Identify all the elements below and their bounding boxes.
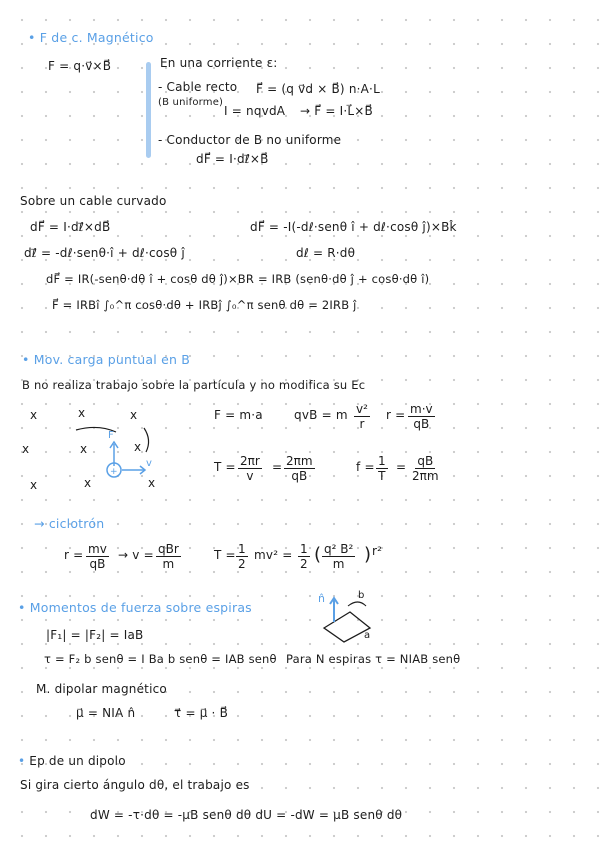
cyclotron-r-fraction: $\frac{mv}{qB}$ — [88, 542, 107, 571]
lorentz-force-formula: F = q·v⃗×B⃗ — [48, 59, 112, 73]
field-x-mark: x — [134, 440, 142, 454]
frequency-fraction-1: $\frac{1}{T}$ — [378, 454, 386, 483]
curved-eq-6: F⃗ = IRBî ∫₀^π cosθ·dθ + IRBĵ ∫₀^π senθ dθ = 2IRB ĵ — [52, 298, 357, 312]
nonuniform-label: - Conductor de B no uniforme — [158, 133, 342, 147]
cyclotron-t-label: T = — [214, 548, 236, 562]
frequency-eq: f = — [356, 460, 375, 474]
nonuniform-formula: dF⃗ = I·dℓ⃗×B⃗ — [196, 152, 269, 166]
field-x-mark: x — [30, 478, 38, 492]
equals-sign: = — [396, 460, 407, 474]
curved-eq-3: dℓ⃗ = -dℓ·senθ·î + dℓ·cosθ ĵ — [24, 246, 185, 260]
field-x-mark: x — [30, 408, 38, 422]
n-loops-torque: Para N espiras τ = NIAB senθ — [286, 652, 461, 666]
side-a-label: a — [364, 630, 371, 641]
radius-fraction: $\frac{m\cdot v}{qB}$ — [410, 402, 433, 431]
dipole-moment-label: M. dipolar magnético — [36, 682, 167, 696]
loop-diagram — [320, 592, 380, 646]
curved-title: Sobre un cable curvado — [20, 194, 167, 208]
dipole-moment-eq: μ⃗ = NIA n̂ — [76, 706, 136, 720]
torque-vector-eq: τ⃗ = μ⃗ · B⃗ — [174, 706, 229, 720]
heading-point-charge: • Mov. carga puntual en B — [22, 352, 191, 367]
rotation-statement: Si gira cierto ángulo dθ, el trabajo es — [20, 778, 250, 792]
field-x-mark: x — [80, 442, 88, 456]
field-x-mark: x — [22, 442, 30, 456]
curved-eq-4: dℓ = R·dθ — [296, 246, 356, 260]
velocity-vector-label: v — [146, 458, 153, 469]
period-fraction-1: $\frac{2\pi r}{v}$ — [240, 454, 260, 483]
no-work-statement: B no realiza trabajo sobre la partícula y no modifica su Ec — [22, 378, 366, 392]
straight-formula-1: F⃗ = (q v⃗d × B⃗) n·A·L — [256, 82, 380, 96]
period-eq: T = — [214, 460, 236, 474]
equals-sign: = — [272, 460, 283, 474]
charge-trajectory-diagram — [88, 420, 158, 480]
field-x-mark: x — [78, 406, 86, 420]
cyclotron-r-label: r = — [64, 548, 84, 562]
period-fraction-2: $\frac{2\pi m}{qB}$ — [286, 454, 313, 483]
straight-formula-2: I = nqvdA — [224, 104, 286, 118]
normal-vector-label: n̂ — [318, 592, 326, 605]
field-x-mark: x — [148, 476, 156, 490]
force-vector-label: F — [108, 430, 114, 441]
force-magnitudes: |F₁| = |F₂| = IaB — [46, 628, 144, 642]
straight-wire-label: - Cable recto — [158, 80, 238, 94]
qvb-eq: qvB = m — [294, 408, 348, 422]
paren-close: ) — [364, 544, 372, 565]
cyclotron-v-label: → v = — [118, 548, 154, 562]
heading-dipole-energy-text: Ep de un dipolo — [29, 754, 126, 768]
cyclotron-half-fraction: $\frac{1}{2}$ — [238, 542, 246, 571]
curved-eq-1: dF⃗ = I·dℓ⃗×dB⃗ — [30, 220, 111, 234]
cyclotron-kinetic: mv² = — [254, 548, 293, 562]
straight-wire-sub: (B uniforme) — [158, 97, 224, 108]
curved-eq-2: dF⃗ = -I(-dℓ·senθ î + dℓ·cosθ ĵ)×Bk̂ — [250, 220, 457, 234]
side-b-label: b — [358, 590, 365, 601]
curved-eq-5: dF⃗ = IR(-senθ·dθ î + cosθ dθ ĵ)×BR = IRB (senθ·dθ ĵ + cosθ·dθ î) — [46, 272, 430, 286]
cyclotron-v-fraction: qBr m — [158, 542, 179, 571]
field-x-mark: x — [130, 408, 138, 422]
svg-text:+: + — [110, 467, 118, 477]
current-title: En una corriente ε: — [160, 56, 278, 70]
straight-formula-3: → F⃗ = I·L⃗×B⃗ — [300, 104, 373, 118]
newton-eq: F = m·a — [214, 408, 263, 422]
paren-open: ( — [314, 544, 322, 565]
work-energy-eq: dW = -τ·dθ = -μB senθ dθ dU = -dW = μB senθ dθ — [90, 808, 403, 822]
cyclotron-qb-fraction: $\frac{\text{q² B²}}{m}$ — [324, 542, 354, 571]
cyclotron-r-squared: r² — [372, 544, 383, 558]
heading-dipole-energy: • Ep de un dipolo — [18, 754, 126, 768]
heading-magnetic-force: • F de c. Magnético — [28, 30, 154, 45]
heading-cyclotron: → ciclotrón — [34, 516, 105, 531]
frequency-fraction-2: $\frac{qB}{2\pi m}$ — [412, 454, 439, 483]
torque-formula: τ = F₂ b senθ = I Ba b senθ = IAB senθ — [44, 652, 277, 666]
radius-eq: r = — [386, 408, 406, 422]
heading-torque-loops: • Momentos de fuerza sobre espiras — [18, 600, 252, 615]
qvb-fraction: $\frac{\text{v²}}{r}$ — [356, 402, 368, 431]
side-bar — [146, 62, 151, 158]
cyclotron-half-fraction-2: $\frac{1}{2}$ — [300, 542, 308, 571]
field-x-mark: x — [84, 476, 92, 490]
